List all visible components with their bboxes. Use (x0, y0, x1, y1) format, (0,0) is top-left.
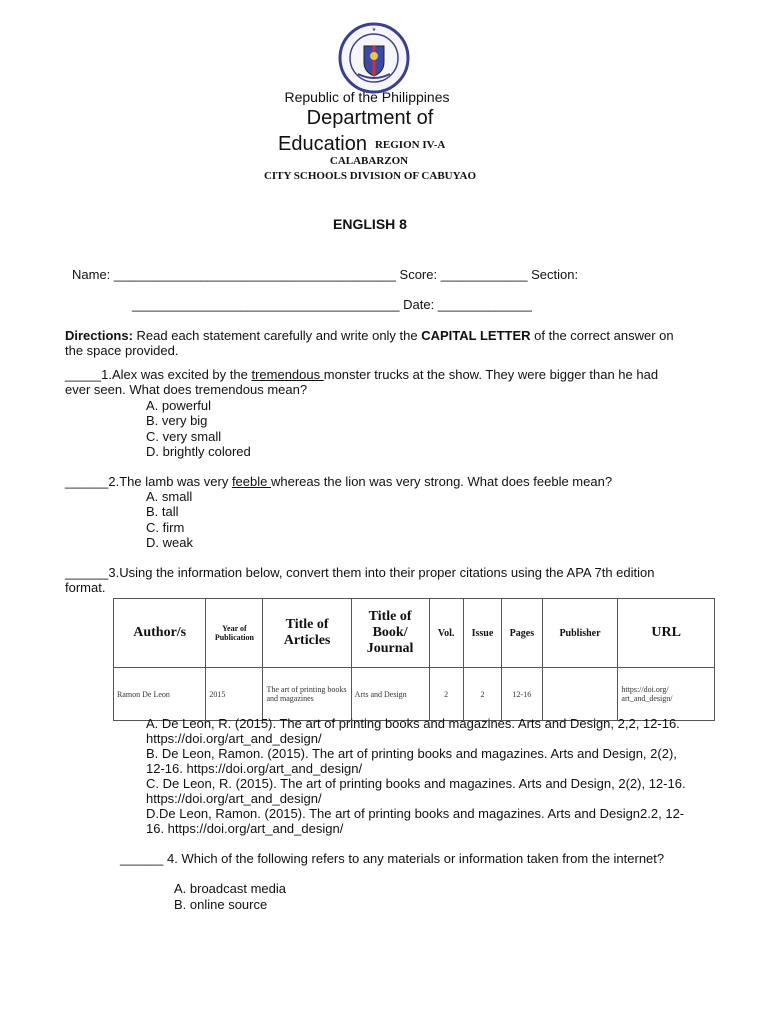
answer-blank[interactable]: ______ (65, 565, 109, 580)
column-header: Vol. (429, 599, 463, 668)
education-label: Education (278, 133, 367, 155)
option: C. firm (146, 520, 185, 535)
question-3 (65, 565, 675, 595)
calabarzon-label: CALABARZON (329, 155, 409, 167)
republic-label: Republic of the Philippines (284, 89, 450, 105)
answer-blank[interactable]: ______ (120, 851, 164, 866)
option: A. broadcast media (174, 881, 287, 896)
column-header: Title of Book/ Journal (351, 599, 429, 668)
answer-blank[interactable]: ______ (65, 474, 109, 489)
table-cell: 2 (429, 668, 463, 721)
table-header-row (114, 599, 715, 668)
education-line (278, 132, 445, 157)
option: D. brightly colored (146, 444, 251, 459)
directions-text-after: of the correct answer on the space provided. (65, 328, 674, 358)
question-2 (65, 474, 675, 489)
column-header: Author/s (114, 599, 206, 668)
section-blank[interactable]: _____________________________________ (132, 297, 400, 312)
directions-text-before: Read each statement carefully and write only the (132, 328, 422, 343)
question-text: monster trucks at the show. They were bigger than he had ever seen. What does tremendous mean? (65, 367, 659, 397)
subject-title: ENGLISH 8 (333, 216, 407, 232)
name-label: Name: (72, 267, 111, 282)
column-header: Issue (463, 599, 501, 668)
date-label: Date: (403, 297, 435, 312)
svg-text:★: ★ (371, 27, 377, 33)
option: D.De Leon, Ramon. (2015). The art of printing books and magazines. Arts and Design2.2, 12-16. https://doi.org/art_and_design/ (146, 806, 685, 836)
section-label: Section: (531, 267, 579, 282)
column-header: Year of Publication (206, 599, 263, 668)
option: A. small (146, 489, 193, 504)
answer-blank[interactable]: _____ (65, 367, 102, 382)
question-text: 3.Using the information below, convert them into their proper citations using the APA 7th edition format. (65, 565, 655, 595)
question-text: 2.The lamb was very (108, 474, 232, 489)
directions-label: Directions: (65, 328, 133, 343)
table-cell: https://doi.org/ art_and_design/ (618, 668, 715, 721)
division-label: CITY SCHOOLS DIVISION OF CABUYAO (263, 170, 477, 182)
option: A. De Leon, R. (2015). The art of printing books and magazines. Arts and Design, 2,2, 12-16. https://doi.org/art_and_design/ (146, 716, 680, 746)
table-cell: The art of printing books and magazines (263, 668, 351, 721)
column-header: URL (618, 599, 715, 668)
option: B. tall (146, 504, 179, 519)
underlined-word: feeble (231, 474, 271, 489)
name-blank[interactable]: _______________________________________ (113, 267, 396, 282)
underlined-word: tremendous (251, 367, 324, 382)
option: C. very small (146, 429, 222, 444)
directions-emphasis: CAPITAL LETTER (421, 328, 531, 343)
question-1 (65, 367, 675, 397)
table-cell: 2015 (206, 668, 263, 721)
option: B. very big (146, 413, 208, 428)
option: A. powerful (146, 398, 212, 413)
option: B. De Leon, Ramon. (2015). The art of printing books and magazines. Arts and Design, 2(2), 12-16. https://doi.org/art_and_design/ (146, 746, 677, 776)
date-blank[interactable]: _____________ (437, 297, 532, 312)
directions (65, 328, 685, 358)
region-label: REGION IV-A (374, 139, 446, 151)
table-row (114, 668, 715, 721)
table-cell: Arts and Design (351, 668, 429, 721)
option: B. online source (174, 897, 268, 912)
score-label: Score: (399, 267, 438, 282)
column-header: Publisher (542, 599, 618, 668)
deped-seal-logo (338, 22, 410, 94)
option: D. weak (146, 535, 193, 550)
question-4 (120, 851, 680, 866)
option: C. De Leon, R. (2015). The art of printing books and magazines. Arts and Design, 2(2), 12-16. https://doi.org/art_and_design/ (146, 776, 686, 806)
question-text: whereas the lion was very strong. What does feeble mean? (270, 474, 613, 489)
table-cell (542, 668, 618, 721)
date-line (132, 297, 532, 312)
column-header: Title of Articles (263, 599, 351, 668)
table-cell: 12-16 (502, 668, 542, 721)
table-cell: 2 (463, 668, 501, 721)
department-label: Department of (306, 107, 434, 129)
column-header: Pages (502, 599, 542, 668)
citation-table (113, 598, 715, 721)
question-text: 1.Alex was excited by the (101, 367, 252, 382)
score-blank[interactable]: ____________ (440, 267, 528, 282)
name-score-section-line (72, 267, 578, 282)
question-text: 4. Which of the following refers to any materials or information taken from the internet? (163, 851, 665, 866)
table-cell: Ramon De Leon (114, 668, 206, 721)
